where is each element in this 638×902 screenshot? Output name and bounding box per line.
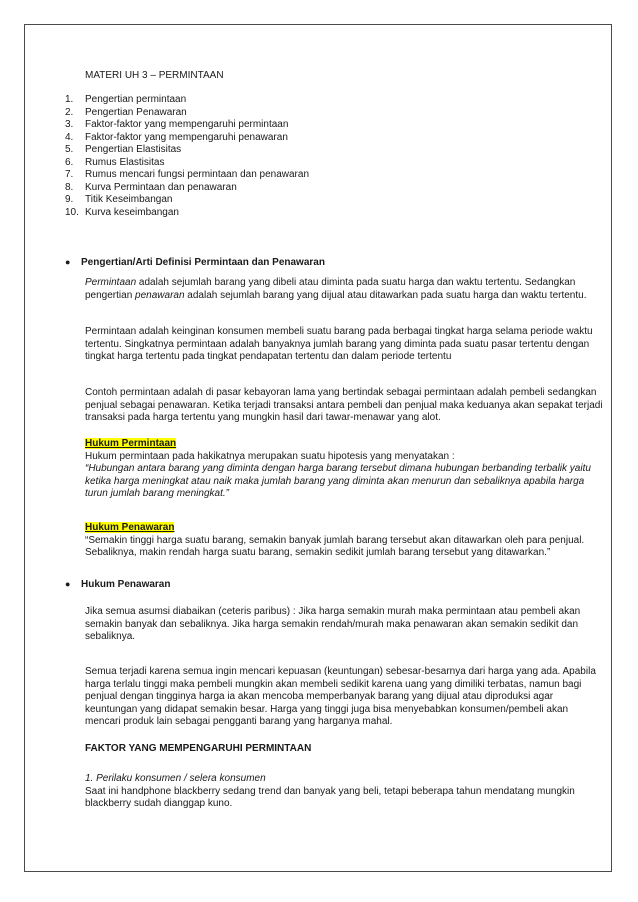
factors-heading: FAKTOR YANG MEMPENGARUHI PERMINTAAN xyxy=(85,743,312,754)
section-heading-definition: ● Pengertian/Arti Definisi Permintaan dan Penawaran xyxy=(65,257,325,268)
toc-item: 10. Kurva keseimbangan xyxy=(65,206,179,218)
factor-1-block xyxy=(85,773,605,811)
bullet-icon: ● xyxy=(65,257,71,267)
law-of-demand-intro: Hukum permintaan pada hakikatnya merupakan suatu hipotesis yang menyatakan : xyxy=(85,450,455,462)
paragraph-example: Contoh permintaan adalah di pasar kebayoran lama yang bertindak sebagai permintaan adalah pembeli sedangkan penjual sebagai penawaran. Ketika terjadi transaksi antara pembeli dan penjual maka keduanya akan sepakat terjadi transaksi pada harga tertentu yang mungkin hasil dari tawar-menawar yang alot. xyxy=(85,387,603,424)
factor-1-title: 1. Perilaku konsumen / selera konsumen xyxy=(85,773,266,784)
table-of-contents xyxy=(65,94,309,219)
section-heading-supply-law: ● Hukum Penawaran xyxy=(65,579,171,590)
bullet-icon: ● xyxy=(65,579,71,589)
paragraph-definition: Permintaan adalah sejumlah barang yang dibeli atau diminta pada suatu harga dan waktu tertentu. Sedangkan pengertian penawaran adalah sejumlah barang yang dijual atau ditawarkan pada suatu harga dan waktu tertentu. xyxy=(85,277,587,301)
toc-item: 7. Rumus mencari fungsi permintaan dan penawaran xyxy=(65,169,310,180)
factor-1-text: Saat ini handphone blackberry sedang trend dan banyak yang beli, tetapi beberapa tahun mendatang mungkin blackberry sudah dianggap kuno. xyxy=(85,785,575,810)
law-of-demand-title: Hukum Permintaan xyxy=(85,438,177,449)
toc-item: 9. Titik Keseimbangan xyxy=(65,194,173,205)
toc-item: 6. Rumus Elastisitas xyxy=(65,156,165,168)
toc-item: 4. Faktor-faktor yang mempengaruhi penawaran xyxy=(65,131,288,143)
paragraph-satisfaction: Semua terjadi karena semua ingin mencari kepuasan (keuntungan) sebesar-besarnya dari harga yang ada. Apabila harga terlalu tinggi maka pembeli mungkin akan membeli sedikit karena uang yang dimiliki terbatas, namun bagi penjual dengan tingginya harga ia akan mencoba memperbanyak barang yang dijual atau diproduksi agar keuntungan yang didapat semakin besar. Harga yang tinggi juga bisa menyebabkan konsumen/pembeli akan mencari produk lain sebagai pengganti barang yang harganya mahal. xyxy=(85,666,596,728)
toc-item: 1. Pengertian permintaan xyxy=(65,94,187,105)
document-page xyxy=(24,24,612,872)
law-of-demand-block xyxy=(85,438,605,501)
paragraph-ceteris-paribus: Jika semua asumsi diabaikan (ceteris paribus) : Jika harga semakin murah maka permintaan atau pembeli akan semakin banyak dan sebaliknya. Jika harga semakin rendah/murah maka penawaran akan semakin sedikit dan sebaliknya. xyxy=(85,606,581,643)
paragraph-demand: Permintaan adalah keinginan konsumen membeli suatu barang pada berbagai tingkat harga selama periode waktu tertentu. Singkatnya permintaan adalah banyaknya jumlah barang yang diminta pada suatu pasar tertentu dengan tingkat harga tertentu pada tingkat pendapatan tertentu dan dalam periode tertentu xyxy=(85,326,593,363)
law-of-supply-block xyxy=(85,522,605,560)
law-of-demand-quote: “Hubungan antara barang yang diminta dengan harga barang tersebut dimana hubungan berbanding terbalik yaitu ketika harga meningkat atau naik maka jumlah barang yang diminta akan menurun dan sebaliknya apabila harga turun jumlah barang meningkat.” xyxy=(85,463,591,500)
law-of-supply-title: Hukum Penawaran xyxy=(85,522,175,533)
law-of-supply-quote: “Semakin tinggi harga suatu barang, semakin banyak jumlah barang tersebut akan ditawarkan oleh para penjual. Sebaliknya, makin rendah harga suatu barang, semakin sedikit jumlah barang tersebut yang ditawarkan.” xyxy=(85,534,585,559)
toc-item: 8. Kurva Permintaan dan penawaran xyxy=(65,181,237,193)
toc-item: 2. Pengertian Penawaran xyxy=(65,106,187,118)
page-title: MATERI UH 3 – PERMINTAAN xyxy=(85,70,224,81)
toc-item: 5. Pengertian Elastisitas xyxy=(65,144,182,155)
toc-item: 3. Faktor-faktor yang mempengaruhi permintaan xyxy=(65,119,289,130)
